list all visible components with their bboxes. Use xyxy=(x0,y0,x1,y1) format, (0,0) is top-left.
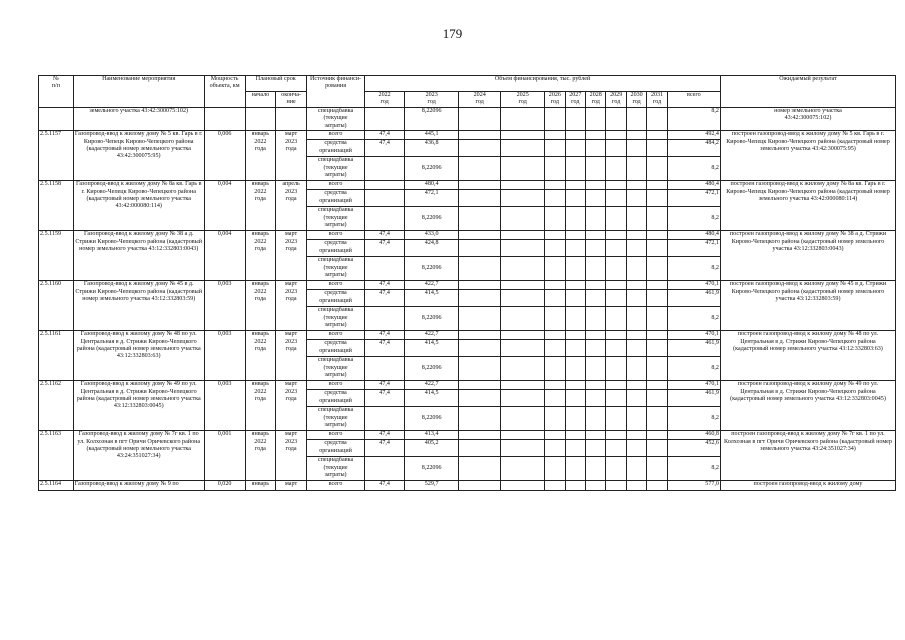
value-total: 470,1 xyxy=(667,281,720,290)
value-2023: 8,22096 xyxy=(405,207,459,231)
source-all: всего xyxy=(306,281,364,290)
value-2023: 8,22096 xyxy=(405,257,459,281)
row-name: Газопровод-ввод к жилому дому № 7г кв. 1 по ул. Колхозная в пгт Оричи Оричевского района (кадастровый номер земельного участка 43:24:351027:34) xyxy=(73,431,204,481)
source-org: средства организаций xyxy=(306,390,364,407)
value-2022: 47,4 xyxy=(365,331,405,340)
source-spec: спецнадбавка (текущие затраты) xyxy=(306,307,364,331)
value-total: 452,6 xyxy=(667,440,720,457)
cont-name: земельного участка 43:42:300075:102) xyxy=(73,108,204,131)
value-2023: 433,0 xyxy=(405,231,459,240)
value-2022: 47,4 xyxy=(365,340,405,357)
value-2023: 414,5 xyxy=(405,290,459,307)
value-total: 492,4 xyxy=(667,131,720,140)
row-name: Газопровод-ввод к жилому дому № 8а кв. Гарь в г. Кирово-Чепецк Кирово-Чепецкого района (кадастровый номер земельного участка 43:42:000080:114) xyxy=(73,181,204,231)
row-num: 2.5.1157 xyxy=(39,131,74,181)
source-all: всего xyxy=(306,231,364,240)
header-year: 2024 год xyxy=(459,92,501,108)
value-2023: 445,1 xyxy=(405,131,459,140)
value-total: 472,1 xyxy=(667,190,720,207)
header-power: Мощность объекта, км xyxy=(204,76,245,108)
row-num: 2.5.1158 xyxy=(39,181,74,231)
row-start: январь 2022 года xyxy=(245,331,276,381)
value-2022 xyxy=(365,190,405,207)
value-2023: 405,2 xyxy=(405,440,459,457)
value-total: 8,2 xyxy=(667,307,720,331)
last-total: 577,0 xyxy=(667,481,720,491)
value-2023: 414,5 xyxy=(405,340,459,357)
header-total: всего xyxy=(667,92,720,108)
header-year: 2022 год xyxy=(365,92,405,108)
last-end: март xyxy=(276,481,307,491)
source-org: средства организаций xyxy=(306,140,364,157)
value-2022: 47,4 xyxy=(365,440,405,457)
row-start: январь 2022 года xyxy=(245,431,276,481)
header-year: 2031 год xyxy=(647,92,667,108)
table-row xyxy=(39,331,896,340)
row-num: 2.5.1162 xyxy=(39,381,74,431)
row-power: 0,001 xyxy=(204,431,245,481)
row-num: 2.5.1161 xyxy=(39,331,74,381)
last-start: январь xyxy=(245,481,276,491)
row-result: построен газопровод-ввод к жилому дому № 38 а д. Стрижи Кирово-Чепецкого района (кадастровый номер земельного участка 43:12:332803:0043) xyxy=(720,231,895,281)
row-start: январь 2022 года xyxy=(245,181,276,231)
source-all: всего xyxy=(306,181,364,190)
row-power: 0,003 xyxy=(204,331,245,381)
value-total: 8,2 xyxy=(667,407,720,431)
row-name: Газопровод-ввод к жилому дому № 5 кв. Гарь в г. Кирово-Чепецк Кирово-Чепецкого района (кадастровый номер земельного участка 43:42:300075:95) xyxy=(73,131,204,181)
value-total: 484,2 xyxy=(667,140,720,157)
cont-total: 8,2 xyxy=(667,108,720,131)
source-all: всего xyxy=(306,131,364,140)
header-start: начало xyxy=(245,92,276,108)
row-end: апрель 2023 года xyxy=(276,181,307,231)
source-spec: спецнадбавка (текущие затраты) xyxy=(306,457,364,481)
row-power: 0,006 xyxy=(204,131,245,181)
row-result: построен газопровод-ввод к жилому дому № 5 кв. Гарь в г. Кирово-Чепецк Кирово-Чепецкого района (кадастровый номер земельного участка 43:42:300075:95) xyxy=(720,131,895,181)
value-2022: 47,4 xyxy=(365,390,405,407)
value-2023: 436,8 xyxy=(405,140,459,157)
row-name: Газопровод-ввод к жилому дому № 45 в д. Стрижи Кирово-Чепецкого района (кадастровый номер земельного участка 43:12:332803:59) xyxy=(73,281,204,331)
row-name: Газопровод-ввод к жилому дому № 49 по ул. Центральная в д. Стрижи Кирово-Чепецкого района (кадастровый номер земельного участка 43:12:332803:0045) xyxy=(73,381,204,431)
value-2023: 413,4 xyxy=(405,431,459,440)
cont-source: спецнадбавка (текущие затраты) xyxy=(306,108,364,131)
value-total: 8,2 xyxy=(667,357,720,381)
source-all: всего xyxy=(306,431,364,440)
last-power: 0,020 xyxy=(204,481,245,491)
value-2023: 422,7 xyxy=(405,331,459,340)
last-name: Газопровод-ввод к жилому дому № 9 по xyxy=(73,481,204,491)
value-2023: 8,22096 xyxy=(405,407,459,431)
row-power: 0,004 xyxy=(204,231,245,281)
value-total: 461,9 xyxy=(667,340,720,357)
table-rows xyxy=(39,131,896,481)
continuation-row xyxy=(39,108,896,131)
value-2022: 47,4 xyxy=(365,431,405,440)
page-number: 179 xyxy=(442,26,463,41)
row-num: 2.5.1160 xyxy=(39,281,74,331)
value-2023: 414,5 xyxy=(405,390,459,407)
header-end: оконча- ние xyxy=(276,92,307,108)
source-org: средства организаций xyxy=(306,290,364,307)
cont-2023: 8,22096 xyxy=(405,108,459,131)
row-result: построен газопровод-ввод к жилому дому № 7г кв. 1 по ул. Колхозная в пгт Оричи Оричевского района (кадастровый номер земельного участка 43:24:351027:34) xyxy=(720,431,895,481)
financing-table xyxy=(38,75,896,491)
header-result: Ожидаемый результат xyxy=(720,76,895,108)
table-row xyxy=(39,131,896,140)
row-name: Газопровод-ввод к жилому дому № 48 по ул. Центральная в д. Стрижи Кирово-Чепецкого района (кадастровый номер земельного участка 43:12:332803:63) xyxy=(73,331,204,381)
row-start: январь 2022 года xyxy=(245,381,276,431)
header-year: 2027 год xyxy=(565,92,585,108)
source-spec: спецнадбавка (текущие затраты) xyxy=(306,257,364,281)
row-start: январь 2022 года xyxy=(245,131,276,181)
row-power: 0,003 xyxy=(204,381,245,431)
row-end: март 2023 года xyxy=(276,381,307,431)
table-row xyxy=(39,381,896,390)
source-spec: спецнадбавка (текущие затраты) xyxy=(306,157,364,181)
row-name: Газопровод-ввод к жилому дому № 38 а д. Стрижи Кирово-Чепецкого района (кадастровый номер земельного участка 43:12:332803:0043) xyxy=(73,231,204,281)
value-total: 470,1 xyxy=(667,331,720,340)
table-row xyxy=(39,231,896,240)
row-power: 0,003 xyxy=(204,281,245,331)
row-result: построен газопровод-ввод к жилому дому № 45 в д. Стрижи Кирово-Чепецкого района (кадастровый номер земельного участка 43:12:332803:59) xyxy=(720,281,895,331)
value-total: 8,2 xyxy=(667,207,720,231)
source-org: средства организаций xyxy=(306,190,364,207)
header-volume: Объем финансирования, тыс. рублей xyxy=(365,76,721,92)
row-end: март 2023 года xyxy=(276,231,307,281)
value-total: 8,2 xyxy=(667,457,720,481)
row-power: 0,004 xyxy=(204,181,245,231)
source-org: средства организаций xyxy=(306,440,364,457)
source-spec: спецнадбавка (текущие затраты) xyxy=(306,407,364,431)
source-all: всего xyxy=(306,331,364,340)
value-2022: 47,4 xyxy=(365,240,405,257)
value-2022: 47,4 xyxy=(365,290,405,307)
row-result: построен газопровод-ввод к жилому дому № 49 по ул. Центральная в д. Стрижи Кирово-Чепецкого района (кадастровый номер земельного участка 43:12:332803:0045) xyxy=(720,381,895,431)
row-num: 2.5.1163 xyxy=(39,431,74,481)
value-2022: 47,4 xyxy=(365,381,405,390)
row-num: 2.5.1159 xyxy=(39,231,74,281)
value-2023: 472,1 xyxy=(405,190,459,207)
last-2022: 47,4 xyxy=(365,481,405,491)
row-result: построен газопровод-ввод к жилому дому № 48 по ул. Центральная в д. Стрижи Кирово-Чепецкого района (кадастровый номер земельного участка 43:12:332803:63) xyxy=(720,331,895,381)
last-num: 2.5.1164 xyxy=(39,481,74,491)
source-spec: спецнадбавка (текущие затраты) xyxy=(306,207,364,231)
row-start: январь 2022 года xyxy=(245,231,276,281)
header-year: 2029 год xyxy=(606,92,626,108)
source-org: средства организаций xyxy=(306,340,364,357)
header-year: 2028 год xyxy=(586,92,606,108)
header-year: 2025 год xyxy=(501,92,545,108)
value-2023: 424,8 xyxy=(405,240,459,257)
value-2023: 422,7 xyxy=(405,381,459,390)
value-total: 460,8 xyxy=(667,431,720,440)
header-year: 2023 год xyxy=(405,92,459,108)
value-2023: 422,7 xyxy=(405,281,459,290)
table-row xyxy=(39,431,896,440)
row-end: март 2023 года xyxy=(276,281,307,331)
last-2023: 529,7 xyxy=(405,481,459,491)
row-result: построен газопровод-ввод к жилому дому № 8а кв. Гарь в г. Кирово-Чепецк Кирово-Чепецкого района (кадастровый номер земельного участка 43:42:000080:114) xyxy=(720,181,895,231)
header-year: 2026 год xyxy=(545,92,565,108)
table-row xyxy=(39,181,896,190)
value-2022: 47,4 xyxy=(365,231,405,240)
header-period: Плановый срок xyxy=(245,76,306,92)
row-end: март 2023 года xyxy=(276,131,307,181)
value-total: 470,1 xyxy=(667,381,720,390)
row-end: март 2023 года xyxy=(276,431,307,481)
header-source: Источник финанси- рования xyxy=(306,76,364,108)
value-total: 461,9 xyxy=(667,290,720,307)
source-all: всего xyxy=(306,381,364,390)
table-row xyxy=(39,281,896,290)
header-num: № п/п xyxy=(39,76,74,108)
value-2022: 47,4 xyxy=(365,281,405,290)
value-2023: 480,4 xyxy=(405,181,459,190)
last-row xyxy=(39,481,896,491)
cont-result: номер земельного участка 43:42:300075:102) xyxy=(720,108,895,131)
value-2023: 8,22096 xyxy=(405,457,459,481)
last-result: построен газопровод-ввод к жилому дому xyxy=(720,481,895,491)
value-2022 xyxy=(365,181,405,190)
row-start: январь 2022 года xyxy=(245,281,276,331)
value-2022: 47,4 xyxy=(365,140,405,157)
last-source: всего xyxy=(306,481,364,491)
source-spec: спецнадбавка (текущие затраты) xyxy=(306,357,364,381)
value-2023: 8,22096 xyxy=(405,357,459,381)
value-total: 461,9 xyxy=(667,390,720,407)
value-total: 8,2 xyxy=(667,257,720,281)
value-total: 480,4 xyxy=(667,181,720,190)
table-header xyxy=(39,76,896,108)
value-2023: 8,22096 xyxy=(405,157,459,181)
header-name: Наименование мероприятия xyxy=(73,76,204,108)
value-total: 8,2 xyxy=(667,157,720,181)
value-2023: 8,22096 xyxy=(405,307,459,331)
value-total: 480,4 xyxy=(667,231,720,240)
header-year: 2030 год xyxy=(626,92,646,108)
source-org: средства организаций xyxy=(306,240,364,257)
row-end: март 2023 года xyxy=(276,331,307,381)
value-total: 472,1 xyxy=(667,240,720,257)
value-2022: 47,4 xyxy=(365,131,405,140)
